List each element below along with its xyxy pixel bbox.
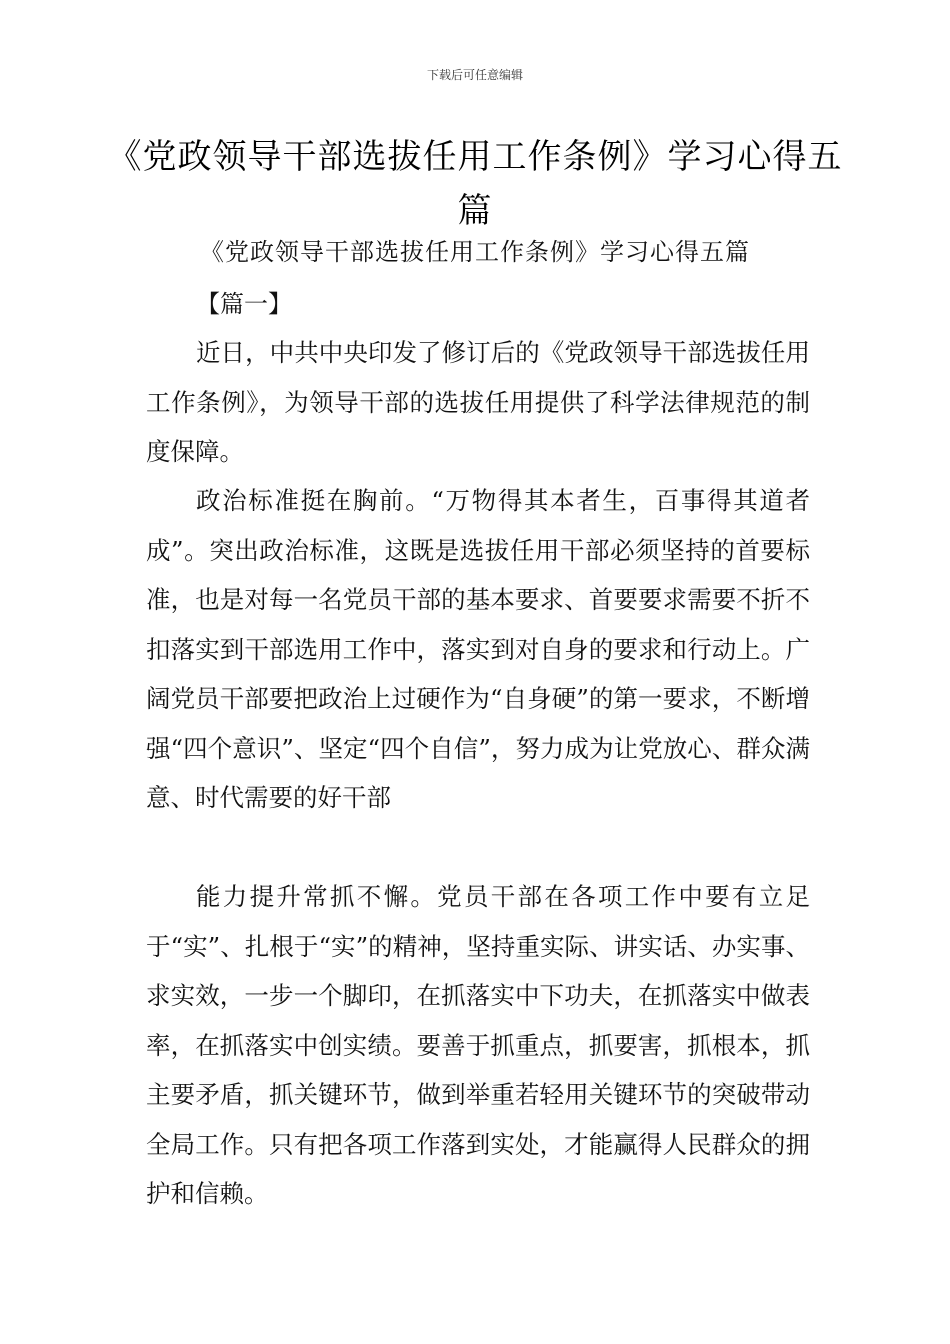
section-heading: 【篇一】 [196,290,292,318]
header-note: 下载后可任意编辑 [426,68,523,82]
document-title: 《党政领导干部选拔任用工作条例》学习心得五篇 [107,137,843,231]
paragraph: 近日，中共中央印发了修订后的《党政领导干部选拔任用工作条例》，为领导干部的选拔任用提供了科学法律规范的制度保障。 [146,338,810,466]
paragraph: 政治标准挺在胸前。“万物得其本者生，百事得其道者成”。突出政治标准，这既是选拔任用干部必须坚持的首要标准，也是对每一名党员干部的基本要求、首要要求需要不折不扣落实到干部选用工作中，落实到对自身的要求和行动上。广阔党员干部要把政治上过硬作为“自身硬”的第一要求，不断增强“四个意识”、坚定“四个自信”，努力成为让党放心、群众满意、时代需要的好干部 [146,486,810,812]
paragraph: 能力提升常抓不懈。党员干部在各项工作中要有立足于“实”、扎根于“实”的精神，坚持重实际、讲实话、办实事、求实效，一步一个脚印，在抓落实中下功夫，在抓落实中做表率，在抓落实中创实绩。要善于抓重点，抓要害，抓根本，抓主要矛盾，抓关键环节，做到举重若轻用关键环节的突破带动全局工作。只有把各项工作落到实处，才能赢得人民群众的拥护和信赖。 [146,882,810,1208]
document-subtitle: 《党政领导干部选拔任用工作条例》学习心得五篇 [200,238,750,266]
